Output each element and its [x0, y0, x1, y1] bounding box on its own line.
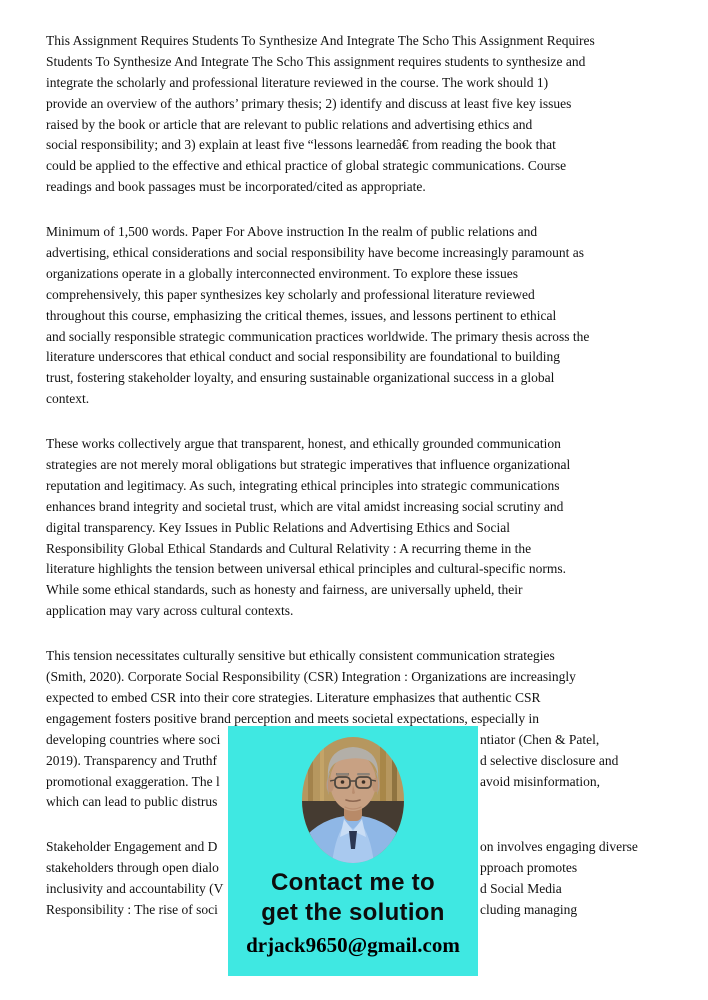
text-run: readings and book passages must be incorporated/cited as appropriate. — [46, 179, 426, 195]
text-run: comprehensively, this paper synthesizes key scholarly and professional literature reviewed — [46, 286, 535, 302]
contact-overlay-card — [228, 726, 478, 976]
text-run: strategies are not merely moral obligations but strategic imperatives that influence organizational — [46, 457, 571, 473]
text-run: digital transparency. Key Issues in Public Relations and Advertising Ethics and Social — [46, 519, 511, 535]
text-line — [46, 52, 664, 73]
text-run: literature underscores that ethical conduct and social responsibility are foundational to building — [46, 349, 560, 365]
text-run: engagement fosters positive brand perception and meets societal expectations, especially in — [46, 710, 539, 726]
text-fragment-right: on involves engaging diverse — [480, 839, 638, 855]
paragraph — [46, 31, 664, 198]
text-run: social responsibility; and 3) explain at least five “lessons learnedâ€ from reading the book that — [46, 137, 556, 153]
text-fragment-right: cluding managing — [480, 901, 578, 917]
text-fragment-left: Responsibility : The rise of soci — [46, 901, 218, 917]
text-line — [46, 368, 664, 389]
text-line — [46, 601, 664, 622]
text-line — [46, 497, 664, 518]
text-line — [46, 306, 664, 327]
text-line — [46, 264, 664, 285]
text-run: trust, fostering stakeholder loyalty, and ensuring sustainable organizational success in a global — [46, 370, 555, 386]
text-fragment-left: stakeholders through open dialo — [46, 860, 219, 876]
text-fragment-right: avoid misinformation, — [480, 773, 600, 789]
text-run: Responsibility Global Ethical Standards and Cultural Relativity : A recurring theme in the — [46, 540, 532, 556]
text-line — [46, 455, 664, 476]
text-fragment-left: developing countries where soci — [46, 731, 221, 747]
text-fragment-left: promotional exaggeration. The l — [46, 773, 220, 789]
text-run: integrate the scholarly and professional literature reviewed in the course. The work should 1) — [46, 74, 549, 90]
text-line — [46, 539, 664, 560]
text-run: throughout this course, emphasizing the critical themes, issues, and lessons pertinent to ethical — [46, 307, 557, 323]
text-run: provide an overview of the authors’ primary thesis; 2) identify and discuss at least five key issues — [46, 95, 572, 111]
text-line — [46, 327, 664, 348]
text-line — [46, 115, 664, 136]
contact-email[interactable]: drjack9650@gmail.com — [246, 933, 460, 957]
text-line — [46, 688, 664, 709]
text-line — [46, 177, 664, 198]
text-line — [46, 222, 664, 243]
text-run: application may vary across cultural contexts. — [46, 603, 294, 619]
text-run: While some ethical standards, such as honesty and fairness, are universally upheld, their — [46, 582, 523, 598]
text-run: (Smith, 2020). Corporate Social Responsibility (CSR) Integration : Organizations are increasingly — [46, 669, 576, 685]
text-line — [46, 476, 664, 497]
text-line — [46, 434, 664, 455]
contact-heading-line2: get the solution — [261, 899, 445, 926]
text-run: and socially responsible strategic communication practices worldwide. The primary thesis across the — [46, 328, 590, 344]
text-line — [46, 243, 664, 264]
text-fragment-left: Stakeholder Engagement and D — [46, 839, 218, 855]
paragraph — [46, 434, 664, 622]
text-line — [46, 580, 664, 601]
text-run: This tension necessitates culturally sensitive but ethically consistent communication strategies — [46, 648, 555, 664]
text-run: raised by the book or article that are relevant to public relations and advertising ethics and — [46, 116, 533, 132]
text-line — [46, 285, 664, 306]
paragraph — [46, 222, 664, 410]
text-line — [46, 135, 664, 156]
text-run: Students To Synthesize And Integrate The Scho This assignment requires students to synthesize and — [46, 53, 586, 69]
text-run: context. — [46, 391, 90, 407]
text-line — [46, 559, 664, 580]
contact-heading-line1: Contact me to — [271, 869, 435, 896]
text-line — [46, 518, 664, 539]
text-line — [46, 156, 664, 177]
text-run: could be applied to the effective and ethical practice of global strategic communications. Course — [46, 158, 567, 174]
text-fragment-right: pproach promotes — [480, 860, 578, 876]
text-line — [46, 31, 664, 52]
contact-heading — [261, 868, 444, 928]
text-run: organizations operate in a globally interconnected environment. To explore these issues — [46, 265, 519, 281]
text-fragment-right: d Social Media — [480, 881, 562, 897]
text-run: Minimum of 1,500 words. Paper For Above instruction In the realm of public relations and — [46, 224, 538, 240]
text-line — [46, 667, 664, 688]
text-line — [46, 646, 664, 667]
text-run: literature highlights the tension between universal ethical principles and cultural-specific norms. — [46, 561, 566, 577]
text-line — [46, 347, 664, 368]
text-run: reputation and legitimacy. As such, integrating ethical principles into strategic communications — [46, 477, 560, 493]
text-line — [46, 389, 664, 410]
text-fragment-right: d selective disclosure and — [480, 752, 619, 768]
text-fragment-left: 2019). Transparency and Truthf — [46, 752, 217, 768]
text-fragment-right: ntiator (Chen & Patel, — [480, 731, 600, 747]
text-line — [46, 73, 664, 94]
text-run: enhances brand integrity and societal trust, which are vital amidst increasing social scrutiny and — [46, 498, 564, 514]
portrait-photo — [302, 737, 404, 863]
text-run: advertising, ethical considerations and social responsibility have become increasingly paramount as — [46, 245, 584, 261]
text-fragment-left: which can lead to public distrus — [46, 794, 218, 810]
text-fragment-left: inclusivity and accountability (V — [46, 881, 224, 897]
text-line — [46, 94, 664, 115]
text-run: This Assignment Requires Students To Synthesize And Integrate The Scho This Assignment Requires — [46, 33, 595, 48]
text-run: expected to embed CSR into their core strategies. Literature emphasizes that authentic CSR — [46, 689, 541, 705]
text-run: These works collectively argue that transparent, honest, and ethically grounded communication — [46, 436, 561, 452]
